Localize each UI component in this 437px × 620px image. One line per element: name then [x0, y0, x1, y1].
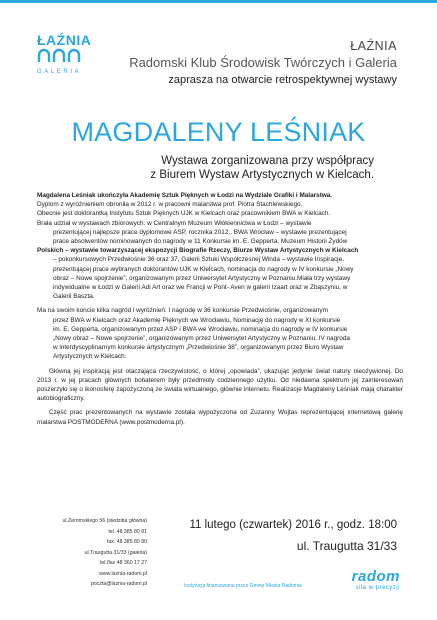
lazni-logo [37, 32, 92, 76]
radom-tagline: siła w precyzji [355, 585, 400, 591]
bio-line: Artystycznych w Kielcach. [53, 353, 127, 361]
bio-line: Galerii Baszta. [53, 293, 95, 301]
radom-wordmark: radom [351, 568, 400, 585]
bio-line: indywidualne w Łodzi w Galerii Adi Art oraz we Francji w Pont- Aven w galerii Izaart oraz w Zbąszyniu, w [53, 284, 348, 292]
contact-address-main: ul.Żeromskiego 56 (siedziba główna) [62, 518, 147, 524]
bio-line: Ma na swoim koncie kilka nagród i wyróżnień: I nagrodę w 36 konkursie Przedwiośnie, organizowanym [37, 307, 328, 315]
bio-line: prace absolwentów nominowanych do nagrody w 11 Konkursie im. E. Gepperta, Muzeum Historii Żydów [53, 238, 348, 246]
contact-website-link[interactable]: www.laznia-radom.pl [99, 570, 147, 577]
bio-line: w interdyscyplinarnym konkursie artystycznym „Przedwiośnie 38”, organizowanym przez Biuro Wystaw [53, 344, 344, 352]
bio-paragraph-3: Główną jej inspiracją jest otaczająca rzeczywistość, o której „opowiada”, ukazując jedynie świat natury nieożywionej. Do 2013 r. w jej pracach głównych bohaterem były przedmioty codziennego użytku. Od niedawna spektrum jej zainteresowań poszerzyło się o ikonosferę zapożyczoną ze świata wirtualnego, głównie internetu. Realizacje Magdaleny Leśniak mają charakter autobiograficzny. [37, 367, 403, 403]
bio-line: „Nowy obraz – Nowe spojrzenie”, organizowanym przez Uniwersytet Artystyczny w Poznaniu, IV nagroda [53, 335, 350, 343]
artist-name: MAGDALENY LEŚNIAK [71, 117, 366, 147]
exhibition-subtitle [150, 154, 374, 182]
biography [37, 191, 403, 432]
bio-line: im. E. Gepperta, organizowanym przez ASP i BWA we Wrocławiu, nominacja do nagrody w IV konkursie [53, 325, 348, 333]
contact-block [37, 516, 147, 590]
bio-line: prezentującej prace wybranych doktorantów UJK w Kielcach, nominacja do nagrody w IV konkursie „Nowy [53, 265, 354, 273]
bio-line: prezentującej najlepsze prace dyplomowe ASP, rocznika 2012., BWA Wrocław – wystawie prezentującej [53, 228, 347, 236]
bio-paragraph-2 [37, 306, 403, 361]
bio-paragraph-4: Część prac prezentowanych na wystawie została wypożyczona od Zuzanny Wojtas reprezentującej internetową galerię malarstwa POSTMODERNA (www.postmoderna.pl). [37, 409, 403, 426]
bio-line: przez BWA w Kielcach oraz Akademię Pięknych we Wrocławiu, Nominację do nagrody w XI konkursie [53, 316, 341, 324]
contact-address-gallery: ul.Traugutta 31/33 (galeria) [84, 549, 147, 556]
contact-fax: fax. 48 385 80 80 [106, 539, 147, 545]
logo-title: ŁAŹNIA [37, 32, 92, 48]
event-address: ul. Traugutta 31/33 [296, 539, 397, 553]
bio-line: Brała udział w wystawach zbiorowych: w Centralnym Muzeum Włókiennictwa w Łodzi – wystawie [37, 219, 312, 227]
funding-note: Instytucja finansowana przez Gminę Miasta Radomia [184, 583, 302, 589]
bio-line: Magdalena Leśniak ukończyła Akademię Sztuk Pięknych w Łodzi na Wydziale Grafiki i Malarstwa. [37, 192, 333, 199]
top-border [0, 0, 437, 3]
bio-line: – pokonkursowych Przedwiośnie 36 oraz 37, Galerii Sztuki Współczesnej Winda – wystawie Inspiracje, [53, 256, 344, 264]
org-name: ŁAŹNIA [350, 39, 397, 53]
bio-paragraph-1 [37, 191, 403, 301]
bio-line: obraz – Nowe spojrzenie”, organizowanym przez Uniwersytet Artystyczny w Poznaniu.Miała trzy wystawy [53, 274, 351, 282]
event-date: 11 lutego (czwartek) 2016 r., godz. 18:00 [189, 519, 397, 531]
contact-phone: tel. 48 385 80 81 [108, 528, 147, 535]
bio-line: Dyplom z wyróżnieniem obroniła w 2012 r. w pracowni malarstwa prof. Piotra Stachlewskiego. [37, 201, 303, 209]
bio-line: Obecnie jest doktorantką Instytutu Sztuk Pięknych UJK w Kielcach oraz pracownikiem BWA w Kielcach. [37, 210, 331, 218]
contact-phone-fax: tel./fax 48 360 17 27 [99, 560, 147, 566]
subtitle-line: z Biurem Wystaw Artystycznych w Kielcach. [150, 169, 374, 181]
radom-logo [326, 569, 400, 592]
contact-email-link[interactable]: poczta@laznia-radom.pl [90, 581, 147, 587]
subtitle-line: Wystawa zorganizowana przy współpracy [161, 155, 374, 167]
bio-line: Polskich – wystawie towarzyszącej ekspozycji Biografie Rzeczy, Biurze Wystaw Artystycznych w Kielcach [37, 247, 359, 255]
logo-arches-icon [37, 48, 83, 62]
logo-subtitle: GALERIA [37, 69, 82, 75]
club-name: Radomski Klub Środowisk Twórczych i Galeria [129, 55, 397, 70]
invitation-line: zaprasza na otwarcie retrospektywnej wystawy [168, 74, 397, 86]
